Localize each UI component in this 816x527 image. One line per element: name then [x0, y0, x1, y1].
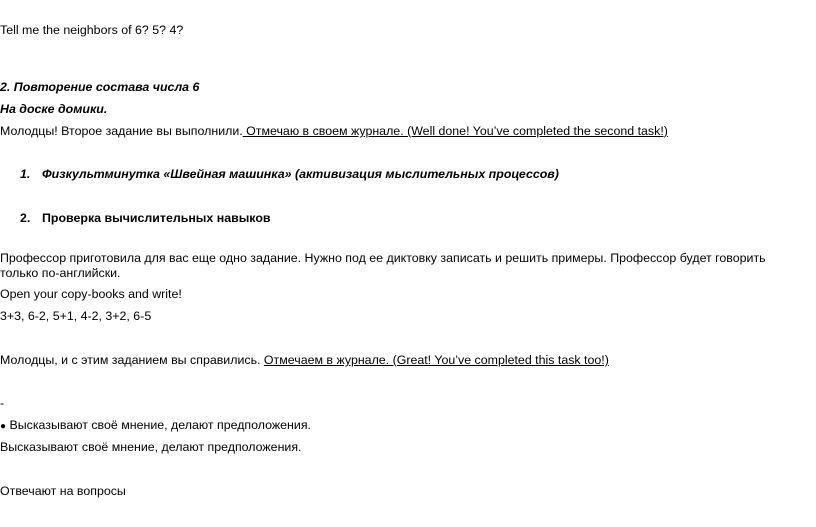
bullet-item-opinion	[0, 418, 311, 434]
praise-text: Молодцы! Второе задание вы выполнили.	[0, 124, 243, 138]
list-marker: 1.	[20, 167, 31, 181]
journal-note-link: Отмечаем в журнале. (Great! You’ve completed this task too!)	[263, 353, 609, 367]
bullet-text: Высказывают своё мнение, делают предположения.	[6, 418, 311, 432]
answers-line: Отвечают на вопросы	[0, 484, 126, 498]
section-heading-composition: 2. Повторение состава числа 6	[0, 80, 200, 94]
dash-line: -	[0, 396, 5, 410]
open-copybooks-instruction: Open your copy-books and write!	[0, 287, 182, 301]
board-note: На доске домики.	[0, 102, 108, 116]
opinion-line: Высказывают своё мнение, делают предположения.	[0, 440, 302, 454]
neighbors-question: Tell me the neighbors of 6? 5? 4?	[0, 23, 184, 37]
praise-paragraph-1	[0, 124, 668, 139]
list-item-text: Проверка вычислительных навыков	[42, 211, 271, 225]
praise-paragraph-2	[0, 353, 609, 368]
journal-note-link: Отмечаю в своем журнале. (Well done! You’ve completed the second task!)	[242, 124, 668, 138]
math-examples: 3+3, 6-2, 5+1, 4-2, 3+2, 6-5	[0, 309, 152, 323]
praise-text: Молодцы, и с этим заданием вы справились.	[0, 353, 264, 367]
professor-paragraph: Профессор приготовила для вас еще одно задание. Нужно под ее диктовку записать и решить примеры. Профессор будет говорить только по-английски.	[0, 251, 766, 280]
list-item-text: Физкультминутка «Швейная машинка» (активизация мыслительных процессов)	[42, 167, 559, 181]
bullet-icon: ●	[0, 421, 7, 432]
list-marker: 2.	[20, 211, 31, 225]
